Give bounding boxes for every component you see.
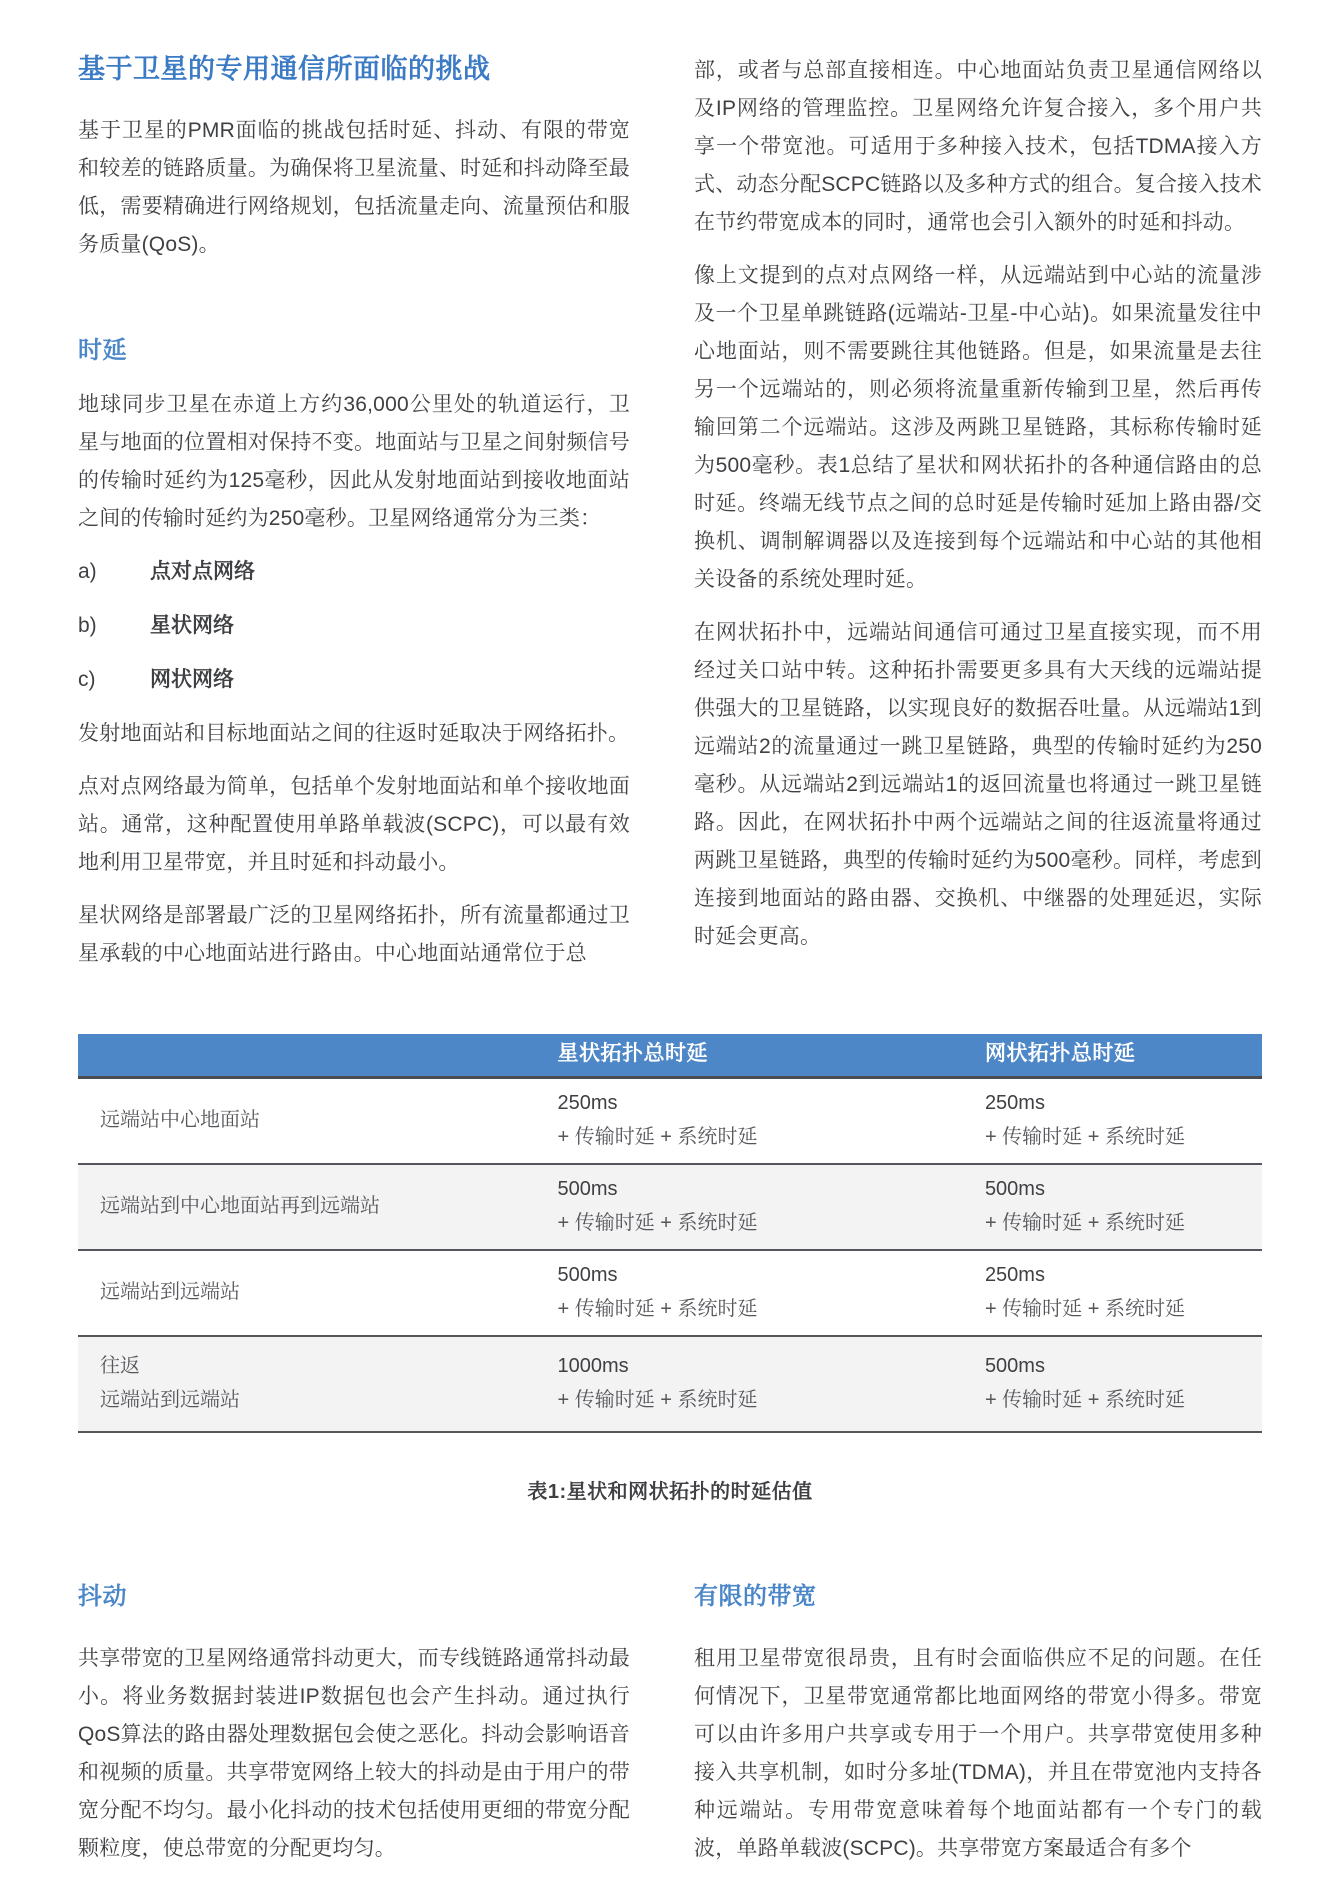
row-label (78, 1103, 558, 1137)
star-delay-cell (558, 1177, 985, 1235)
jitter-section (78, 1582, 630, 1883)
delay-value: 500ms (557, 1178, 618, 1200)
network-type-list (78, 553, 630, 699)
list-marker: c) (78, 668, 96, 691)
left-column (78, 52, 630, 988)
section-heading-latency: 时延 (78, 337, 127, 364)
latency-paragraph-2: 发射地面站和目标地面站之间的往返时延取决于网络拓扑。 (78, 722, 630, 745)
right-paragraph-1: 部，或者与总部直接相连。中心地面站负责卫星通信网络以及IP网络的管理监控。卫星网络允许复合接入，多个用户共享一个带宽池。可适用于多种接入技术，包括TDMA接入方式、动态分配SCPC链路以及多种方式的组合。复合接入技术在节约带宽成本的同时，通常也会引入额外的时延和抖动。 (694, 59, 1262, 234)
table-row (78, 1337, 1262, 1433)
table-caption: 表1:星状和网状拓扑的时延估值 (527, 1481, 813, 1503)
table-header-cell-mesh: 网状拓扑总时延 (984, 1042, 1136, 1065)
star-delay-cell (558, 1354, 985, 1412)
section-heading-jitter: 抖动 (78, 1583, 127, 1610)
delay-extra: + 传输时延 + 系统时延 (984, 1298, 1185, 1320)
mesh-delay-cell (985, 1091, 1262, 1149)
row-label (78, 1349, 558, 1417)
jitter-paragraph: 共享带宽的卫星网络通常抖动更大，而专线链路通常抖动最小。将业务数据封装进IP数据包也会产生抖动。通过执行QoS算法的路由器处理数据包会使之恶化。抖动会影响语音和视频的质量。共享带宽网络上较大的抖动是由于用户的带宽分配不均匀。最小化抖动的技术包括使用更细的带宽分配颗粒度，使总带宽的分配更均匀。 (78, 1647, 630, 1860)
delay-value: 500ms (557, 1264, 618, 1286)
row-label (78, 1275, 558, 1309)
row-label-line: 远端站到中心地面站再到远端站 (100, 1195, 380, 1217)
row-label-line: 远端站到远端站 (100, 1281, 240, 1303)
delay-value: 1000ms (557, 1355, 629, 1377)
delay-extra: + 传输时延 + 系统时延 (557, 1298, 758, 1320)
delay-value: 500ms (984, 1178, 1045, 1200)
delay-extra: + 传输时延 + 系统时延 (984, 1389, 1185, 1411)
list-item-label: 点对点网络 (150, 560, 255, 583)
delay-extra: + 传输时延 + 系统时延 (557, 1126, 758, 1148)
table-row (78, 1165, 1262, 1251)
row-label-line: 往返 (100, 1355, 140, 1377)
intro-paragraph: 基于卫星的PMR面临的挑战包括时延、抖动、有限的带宽和较差的链路质量。为确保将卫星流量、时延和抖动降至最低，需要精确进行网络规划，包括流量走向、流量预估和服务质量(QoS)。 (78, 119, 630, 256)
delay-extra: + 传输时延 + 系统时延 (557, 1389, 758, 1411)
mesh-delay-cell (985, 1177, 1262, 1235)
right-paragraph-3: 在网状拓扑中，远端站间通信可通过卫星直接实现，而不用经过关口站中转。这种拓扑需要更多具有大天线的远端站提供强大的卫星链路，以实现良好的数据吞吐量。从远端站1到远端站2的流量通过一跳卫星链路，典型的传输时延约为250毫秒。从远端站2到远端站1的返回流量也将通过一跳卫星链路。因此，在网状拓扑中两个远端站之间的往返流量将通过两跳卫星链路，典型的传输时延约为500毫秒。同样，考虑到连接到地面站的路由器、交换机、中继器的处理延迟，实际时延会更高。 (694, 621, 1262, 948)
table-row (78, 1079, 1262, 1165)
list-item-label: 星状网络 (150, 614, 234, 637)
mesh-delay-cell (985, 1263, 1262, 1321)
page-title: 基于卫星的专用通信所面临的挑战 (78, 54, 491, 84)
delay-extra: + 传输时延 + 系统时延 (984, 1126, 1185, 1148)
mesh-delay-cell (985, 1354, 1262, 1412)
delay-extra: + 传输时延 + 系统时延 (984, 1212, 1185, 1234)
top-columns (78, 52, 1262, 988)
bandwidth-paragraph: 租用卫星带宽很昂贵，且有时会面临供应不足的问题。在任何情况下，卫星带宽通常都比地面网络的带宽小得多。带宽可以由许多用户共享或专用于一个用户。共享带宽使用多种接入共享机制，如时分多址(TDMA)，并且在带宽池内支持各种远端站。专用带宽意味着每个地面站都有一个专门的载波，单路单载波(SCPC)。共享带宽方案最适合有多个 (694, 1647, 1262, 1860)
right-column (694, 52, 1262, 988)
bandwidth-section (694, 1582, 1262, 1883)
right-paragraph-2: 像上文提到的点对点网络一样，从远端站到中心站的流量涉及一个卫星单跳链路(远端站-卫星-中心站)。如果流量发往中心地面站，则不需要跳往其他链路。但是，如果流量是去往另一个远端站的，则必须将流量重新传输到卫星，然后再传输回第二个远端站。这涉及两跳卫星链路，其标称传输时延为500毫秒。表1总结了星状和网状拓扑的各种通信路由的总时延。终端无线节点之间的总时延是传输时延加上路由器/交换机、调制解调器以及连接到每个远端站和中心站的其他相关设备的系统处理时延。 (694, 264, 1262, 591)
delay-value: 250ms (984, 1264, 1045, 1286)
list-item-label: 网状网络 (150, 668, 234, 691)
list-item (78, 661, 630, 699)
latency-paragraph-4: 星状网络是部署最广泛的卫星网络拓扑，所有流量都通过卫星承载的中心地面站进行路由。中心地面站通常位于总 (78, 904, 630, 965)
table-header-cell-star: 星状拓扑总时延 (557, 1042, 709, 1065)
table-row (78, 1251, 1262, 1337)
star-delay-cell (558, 1263, 985, 1321)
delay-value: 500ms (984, 1355, 1045, 1377)
table-header-row (78, 1034, 1262, 1079)
row-label (78, 1189, 558, 1223)
delay-value: 250ms (557, 1092, 618, 1114)
list-item (78, 553, 630, 591)
list-marker: b) (78, 614, 97, 637)
bottom-columns (78, 1582, 1262, 1883)
list-item (78, 607, 630, 645)
row-label-line: 远端站到远端站 (100, 1389, 240, 1411)
section-heading-bandwidth: 有限的带宽 (694, 1583, 817, 1610)
delay-extra: + 传输时延 + 系统时延 (557, 1212, 758, 1234)
latency-paragraph-3: 点对点网络最为简单，包括单个发射地面站和单个接收地面站。通常，这种配置使用单路单载波(SCPC)，可以最有效地利用卫星带宽，并且时延和抖动最小。 (78, 775, 630, 874)
row-label-line: 远端站中心地面站 (100, 1109, 260, 1131)
delay-value: 250ms (984, 1092, 1045, 1114)
latency-paragraph-1: 地球同步卫星在赤道上方约36,000公里处的轨道运行，卫星与地面的位置相对保持不变。地面站与卫星之间射频信号的传输时延约为125毫秒，因此从发射地面站到接收地面站之间的传输时延约为250毫秒。卫星网络通常分为三类： (78, 393, 630, 530)
star-delay-cell (558, 1091, 985, 1149)
delay-table (78, 1034, 1262, 1433)
list-marker: a) (78, 560, 97, 583)
